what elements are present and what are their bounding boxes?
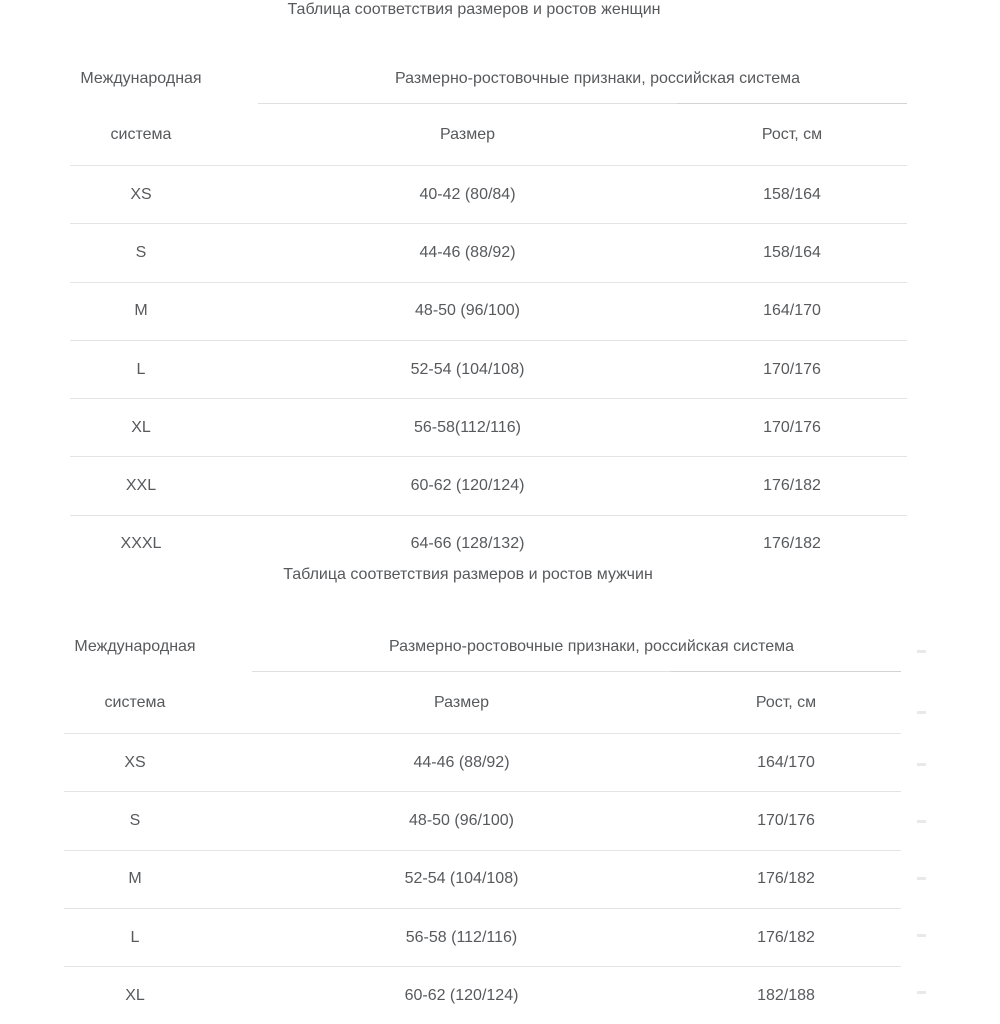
- height-cell: 170/176: [757, 811, 815, 829]
- intl-size-cell: L: [136, 360, 146, 378]
- ru-size-cell: 56-58(112/116): [413, 418, 522, 436]
- international-system-header-line1: Международная: [80, 70, 202, 87]
- intl-size-cell: XXL: [125, 477, 157, 495]
- clipped-text-fragment: [917, 934, 926, 937]
- ru-size-cell: 44-46 (88/92): [419, 243, 516, 261]
- men-header-group-row: [64, 622, 901, 672]
- table-row: [70, 457, 907, 515]
- clipped-text-fragment: [917, 763, 926, 766]
- ru-size-cell: 48-50 (96/100): [415, 302, 520, 320]
- intl-size-cell: XXXL: [120, 535, 162, 553]
- table-row: [64, 851, 901, 909]
- height-cell: 176/182: [763, 477, 821, 495]
- clipped-text-fragment: [917, 820, 926, 823]
- women-table-title: Таблица соответствия размеров и ростов женщин: [287, 1, 661, 18]
- men-column-header-row: [64, 672, 901, 734]
- table-row: [70, 224, 907, 282]
- intl-size-cell: XL: [131, 418, 151, 436]
- international-system-header-line2: система: [110, 125, 172, 143]
- size-column-header: Размер: [440, 125, 495, 143]
- ru-size-cell: 52-54 (104/108): [404, 870, 519, 888]
- intl-size-cell: M: [134, 302, 148, 320]
- ru-size-cell: 40-42 (80/84): [419, 185, 516, 203]
- height-cell: 182/188: [757, 986, 815, 1004]
- women-size-table: [70, 0, 907, 573]
- international-system-header-line2: система: [104, 693, 166, 711]
- table-row: [70, 283, 907, 341]
- intl-size-cell: L: [130, 928, 140, 946]
- table-row: [70, 516, 907, 573]
- table-row: [64, 909, 901, 967]
- clipped-text-fragment: [917, 650, 926, 653]
- height-cell: 158/164: [763, 243, 821, 261]
- ru-size-cell: 60-62 (120/124): [404, 986, 519, 1004]
- clipped-text-fragment: [917, 711, 926, 714]
- table-row: [64, 734, 901, 792]
- intl-size-cell: XL: [125, 986, 145, 1004]
- men-table-title: Таблица соответствия размеров и ростов мужчин: [283, 566, 653, 583]
- ru-size-cell: 60-62 (120/124): [410, 477, 525, 495]
- height-column-header: Рост, см: [755, 693, 817, 711]
- intl-size-cell: XS: [130, 185, 152, 203]
- intl-size-cell: XS: [124, 753, 146, 771]
- russian-system-group-header: Размерно-ростовочные признаки, российская система: [258, 54, 907, 104]
- ru-size-cell: 48-50 (96/100): [409, 811, 514, 829]
- table-row: [70, 399, 907, 457]
- height-cell: 176/182: [757, 928, 815, 946]
- table-row: [64, 967, 901, 1024]
- women-header-group-row: [70, 54, 907, 104]
- clipped-text-fragment: [917, 877, 926, 880]
- international-system-header-line1: Международная: [74, 638, 196, 655]
- russian-system-group-header: Размерно-ростовочные признаки, российская система: [252, 622, 901, 672]
- men-size-table: [64, 566, 901, 1024]
- ru-size-cell: 56-58 (112/116): [405, 928, 518, 946]
- ru-size-cell: 44-46 (88/92): [413, 753, 510, 771]
- intl-size-cell: M: [128, 870, 142, 888]
- clipped-text-fragment: [917, 991, 926, 994]
- ru-size-cell: 52-54 (104/108): [410, 360, 525, 378]
- table-row: [70, 166, 907, 224]
- intl-size-cell: S: [129, 811, 141, 829]
- height-cell: 164/170: [757, 753, 815, 771]
- ru-size-cell: 64-66 (128/132): [410, 535, 525, 553]
- height-column-header: Рост, см: [761, 125, 823, 143]
- height-cell: 158/164: [763, 185, 821, 203]
- size-column-header: Размер: [434, 693, 489, 711]
- women-column-header-row: [70, 104, 907, 166]
- height-cell: 164/170: [763, 302, 821, 320]
- intl-size-cell: S: [135, 243, 147, 261]
- height-cell: 170/176: [763, 360, 821, 378]
- table-row: [70, 341, 907, 399]
- table-row: [64, 792, 901, 850]
- height-cell: 170/176: [763, 418, 821, 436]
- height-cell: 176/182: [757, 870, 815, 888]
- height-cell: 176/182: [763, 535, 821, 553]
